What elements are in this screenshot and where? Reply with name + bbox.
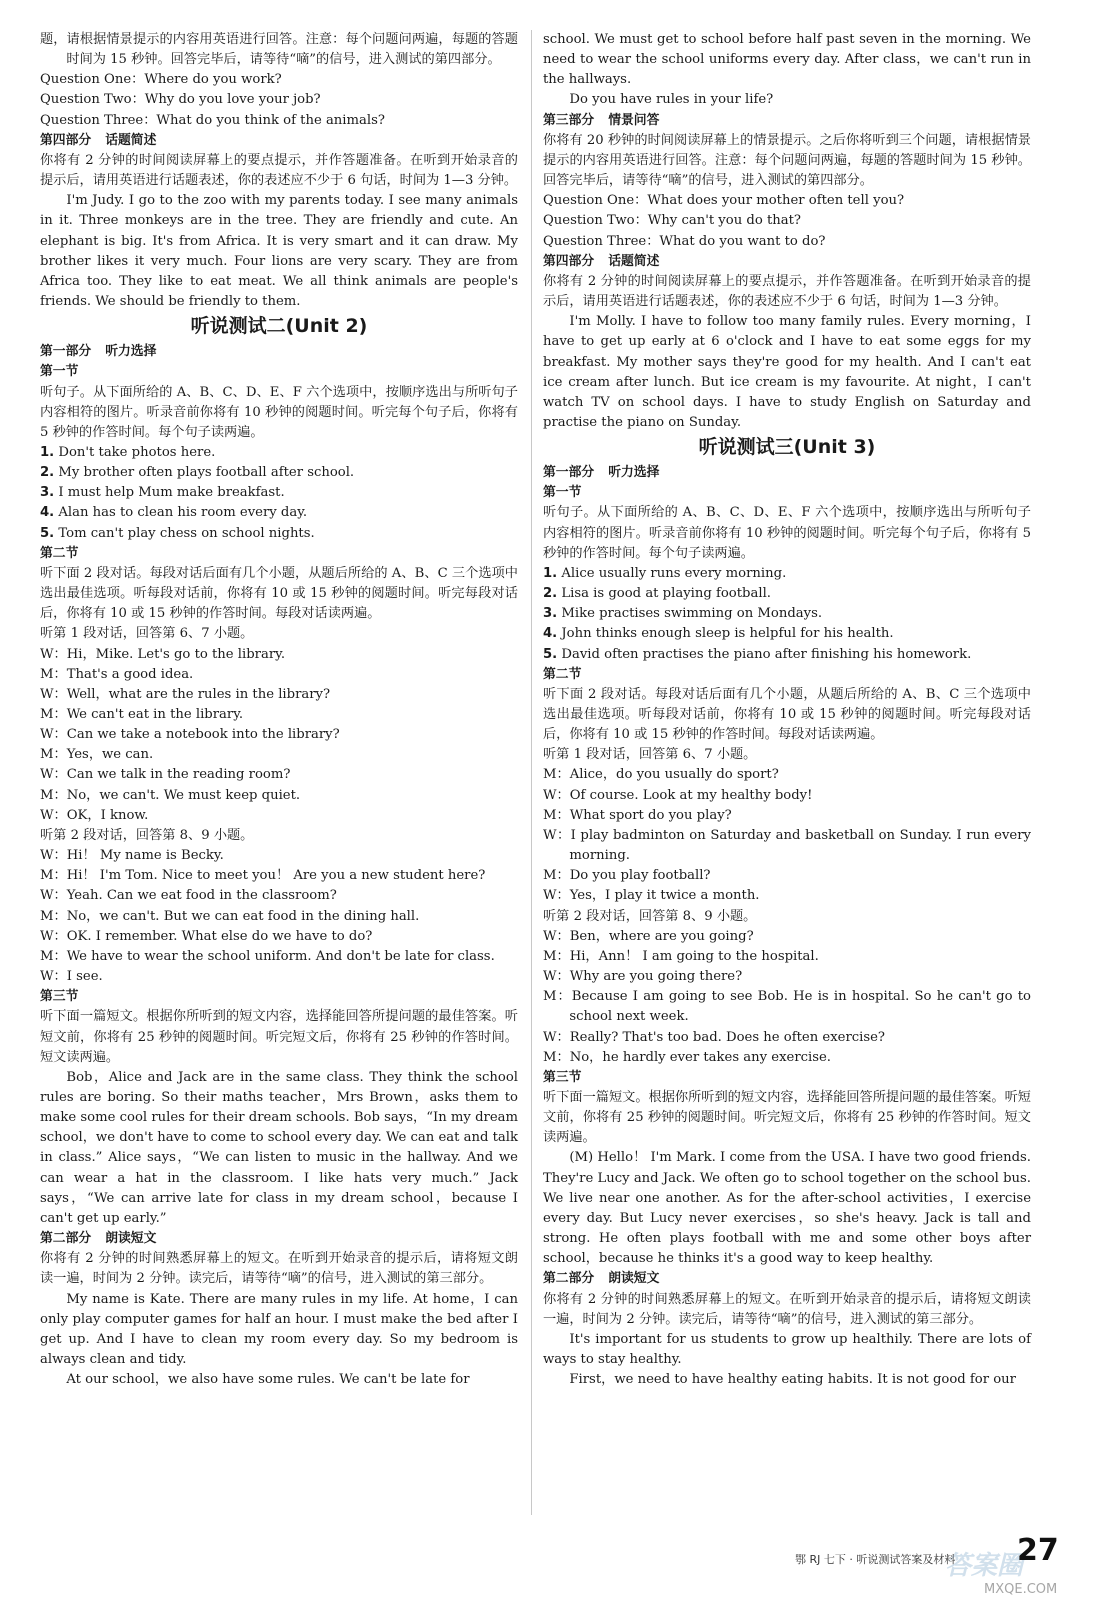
text-line: Question Two：Why can't you do that? [543,213,801,229]
item-text: Tom can't play chess on school nights. [58,525,315,541]
text-line: 题，请根据情景提示的内容用英语进行回答。注意：每个问题问两遍，每题的答题时间为 15 秒钟。回答完毕后，请等待“嘀”的信号，进入测试的第四部分。 [40,32,518,68]
numbered-sentence [543,645,1031,665]
item-text: I must help Mum make breakfast. [58,485,285,501]
text-line: Question Three：What do you want to do? [543,233,826,249]
section-heading [40,131,518,151]
text-line: W：Can we take a notebook into the library? [40,727,340,743]
test-title: 听说测试三(Unit 3) [698,436,876,459]
text-line: 你将有 2 分钟的时间熟悉屏幕上的短文。在听到开始录音的提示后，请将短文朗读一遍，时间为 2 分钟。读完后，请等待“嘀”的信号，进入测试的第三部分。 [40,1251,518,1287]
item-number: 4. [40,505,55,521]
subsection-label: 第一节 [40,364,79,380]
section-title: 听力选择 [105,344,157,360]
text-line: W：Really? That's too bad. Does he often exercise? [543,1029,885,1045]
text-line: M：We have to wear the school uniform. And don't be late for class. [40,948,495,964]
text-line: W：Hi！ My name is Becky. [40,848,224,864]
text-line: Question Two：Why do you love your job? [40,92,321,108]
text-line: M：Do you play football? [543,868,711,884]
footer-text: 鄂 RJ 七下 · 听说测试答案及材料 [795,1553,956,1566]
item-text: John thinks enough sleep is helpful for his health. [561,626,894,642]
section-number: 第一部分 [543,465,595,481]
right-column [543,30,1031,1560]
text-line: M：No，we can't. But we can eat food in the dining hall. [40,908,420,924]
text-line: W：Of course. Look at my healthy body! [543,787,813,803]
numbered-sentence [543,584,1031,604]
passage-paragraph: Bob，Alice and Jack are in the same class. They think the school rules are boring. So their maths teacher，Mrs Brown，asks them to make some cool rules for their dream schools. Bob says，“In my dream school，we don't have to come to school every day. We can eat and talk in class.” Alice says，“We can listen to music in the hallway. And we can wear a hat in the classroom. I like hats very much.” Jack says，“We can arrive late for class in my dream school，because I can't get up early.” [40,1069,518,1226]
text-line: 听第 2 段对话，回答第 8、9 小题。 [40,827,254,843]
left-column [40,30,518,1560]
section-heading [543,1269,1031,1289]
passage-paragraph: (M) Hello！ I'm Mark. I come from the USA. I have two good friends. They're Lucy and Jack. We often go to school together on the school bus. We live near one another. As for the after-school activities，I exercise every day. But Lucy never exercises，so she's heavy. Jack is tall and strong. He often plays football with me and some other boys after school，because he thinks it's a good way to keep healthy. [543,1150,1031,1267]
text-line: W：Yes，I play it twice a month. [543,888,760,904]
text-line: W：Well，what are the rules in the library? [40,686,331,702]
text-line: 听下面 2 段对话。每段对话后面有几个小题，从题后所给的 A、B、C 三个选项中选出最佳选项。听每段对话前，你将有 10 或 15 秒钟的阅题时间。听完每段对话后，你将有 10 或 15 秒钟的作答时间。每段对话读两遍。 [543,686,1031,743]
numbered-sentence [40,483,518,503]
page-number: 27 [1017,1533,1059,1568]
section-number: 第三部分 [543,112,595,128]
watermark-logo: 答案圈 [945,1551,1024,1581]
text-line: 听第 1 段对话，回答第 6、7 小题。 [543,747,757,763]
item-text: Don't take photos here. [58,444,216,460]
passage-paragraph: First，we need to have healthy eating habits. It is not good for our [569,1372,1016,1388]
subsection-label: 第二节 [40,545,79,561]
numbered-sentence [40,524,518,544]
text-line: W：Yeah. Can we eat food in the classroom? [40,888,337,904]
item-number: 5. [40,525,55,541]
subsection-label: 第三节 [543,1069,582,1085]
item-number: 3. [40,485,55,501]
text-line: Question Three：What do you think of the animals? [40,112,385,128]
numbered-sentence [543,624,1031,644]
text-line: M：Alice，do you usually do sport? [543,767,779,783]
item-number: 4. [543,626,558,642]
text-line: W：I play badminton on Saturday and basketball on Sunday. I run every morning. [543,827,1031,864]
subsection-label: 第一节 [543,485,582,501]
text-line: 你将有 2 分钟的时间阅读屏幕上的要点提示，并作答题准备。在听到开始录音的提示后，请用英语进行话题表述，你的表述应不少于 6 句话，时间为 1—3 分钟。 [543,273,1031,310]
watermark-domain: MXQE.COM [984,1582,1058,1597]
text-line: 你将有 2 分钟的时间熟悉屏幕上的短文。在听到开始录音的提示后，请将短文朗读一遍，时间为 2 分钟。读完后，请等待“嘀”的信号，进入测试的第三部分。 [543,1291,1031,1327]
item-text: My brother often plays football after school. [58,465,355,481]
subsection-label: 第二节 [543,666,582,682]
text-line: 你将有 20 秒钟的时间阅读屏幕上的情景提示。之后你将听到三个问题，请根据情景提示的内容用英语进行回答。注意：每个问题问两遍，每题的答题时间为 15 秒钟。回答完毕后，请等待“嘀”的信号，进入测试的第四部分。 [543,132,1031,189]
text-line: W：OK. I remember. What else do we have to do? [40,928,373,944]
text-line: W：I see. [40,969,103,985]
section-title: 话题简述 [608,253,660,269]
item-number: 2. [40,465,55,481]
section-heading [543,463,1031,483]
text-line: school. We must get to school before half past seven in the morning. We need to wear the school uniforms every day. After class，we can't run in the hallways. [543,32,1031,88]
section-number: 第二部分 [543,1271,595,1287]
text-line: Question One：What does your mother often tell you? [543,193,905,209]
text-line: Question One：Where do you work? [40,72,282,88]
passage-paragraph: It's important for us students to grow up healthily. There are lots of ways to stay healthy. [543,1331,1031,1367]
text-line: M：No，we can't. We must keep quiet. [40,787,301,803]
test-title: 听说测试二(Unit 2) [190,315,368,338]
item-number: 5. [543,646,558,662]
passage-paragraph: At our school，we also have some rules. We can't be late for [66,1372,470,1388]
text-line: 听第 2 段对话，回答第 8、9 小题。 [543,908,757,924]
section-title: 听力选择 [608,465,660,481]
column-divider [531,30,532,1515]
text-line: 你将有 2 分钟的时间阅读屏幕上的要点提示，并作答题准备。在听到开始录音的提示后，请用英语进行话题表述，你的表述应不少于 6 句话，时间为 1—3 分钟。 [40,152,518,189]
numbered-sentence [40,443,518,463]
text-line: 听句子。从下面所给的 A、B、C、D、E、F 六个选项中，按顺序选出与所听句子内容相符的图片。听录音前你将有 10 秒钟的阅题时间。听完每个句子后，你将有 5 秒钟的作答时间。每个句子读两遍。 [40,384,518,440]
text-line: 听下面一篇短文。根据你所听到的短文内容，选择能回答所提问题的最佳答案。听短文前，你将有 25 秒钟的阅题时间。听完短文后，你将有 25 秒钟的作答时间。短文读两遍。 [40,1009,518,1065]
text-line: W：Ben，where are you going? [543,928,754,944]
subsection-label: 第三节 [40,989,79,1005]
text-line: M：Yes，we can. [40,747,154,763]
section-heading [40,1229,518,1249]
item-number: 2. [543,586,558,602]
numbered-sentence [543,564,1031,584]
section-title: 朗读短文 [608,1271,660,1287]
item-text: Mike practises swimming on Mondays. [561,606,823,622]
text-line: M：Hi，Ann！ I am going to the hospital. [543,948,819,964]
item-number: 1. [543,565,558,581]
text-line: W：OK，I know. [40,807,149,823]
item-number: 3. [543,606,558,622]
item-text: David often practises the piano after finishing his homework. [561,646,972,662]
section-title: 情景问答 [608,112,660,128]
numbered-sentence [40,463,518,483]
text-line: M：We can't eat in the library. [40,707,244,722]
item-text: Alice usually runs every morning. [561,565,787,581]
text-line: 听下面 2 段对话。每段对话后面有几个小题，从题后所给的 A、B、C 三个选项中选出最佳选项。听每段对话前，你将有 10 或 15 秒钟的阅题时间。听完每段对话后，你将有 10 或 15 秒钟的作答时间。每段对话读两遍。 [40,565,518,622]
text-line: M：What sport do you play? [543,807,732,823]
section-number: 第二部分 [40,1231,92,1247]
item-number: 1. [40,444,55,460]
section-number: 第四部分 [543,253,595,269]
section-number: 第一部分 [40,344,92,360]
passage-paragraph: I'm Judy. I go to the zoo with my parents today. I see many animals in it. Three monkeys are in the tree. They are friendly and cute. An elephant is big. It's from Africa. It is very smart and it can draw. My brother likes it very much. Four lions are very scary. They are from Africa too. They like to eat meat. We all think animals are people's friends. We should be friendly to them. [40,193,518,310]
section-title: 话题简述 [105,132,157,148]
numbered-sentence [543,604,1031,624]
section-number: 第四部分 [40,132,92,148]
section-heading [40,342,518,362]
text-line: M：Hi！ I'm Tom. Nice to meet you！ Are you a new student here? [40,868,486,884]
numbered-sentence [40,503,518,523]
text-line: W：Why are you going there? [543,969,743,985]
page-footer [795,1533,1075,1581]
text-line: 听句子。从下面所给的 A、B、C、D、E、F 六个选项中，按顺序选出与所听句子内容相符的图片。听录音前你将有 10 秒钟的阅题时间。听完每个句子后，你将有 5 秒钟的作答时间。每个句子读两遍。 [543,505,1031,561]
passage-paragraph: I'm Molly. I have to follow too many family rules. Every morning，I have to get up early at 6 o'clock and I have to eat some eggs for my breakfast. My mother says they're good for my health. And I can't eat ice cream after lunch. But ice cream is my favourite. At night，I can't watch TV on school days. I have to study English on Saturday and practise the piano on Sunday. [543,314,1031,430]
text-line: M：That's a good idea. [40,666,194,682]
text-line: 听下面一篇短文。根据你所听到的短文内容，选择能回答所提问题的最佳答案。听短文前，你将有 25 秒钟的阅题时间。听完短文后，你将有 25 秒钟的作答时间。短文读两遍。 [543,1089,1031,1146]
passage-paragraph: Do you have rules in your life? [569,92,774,108]
section-heading [543,252,1031,272]
section-heading [543,111,1031,131]
text-line: 听第 1 段对话，回答第 6、7 小题。 [40,626,254,642]
text-line: M：Because I am going to see Bob. He is in hospital. So he can't go to school next week. [543,989,1031,1025]
text-line: W：Hi，Mike. Let's go to the library. [40,646,286,662]
item-text: Lisa is good at playing football. [561,586,771,602]
text-line: W：Can we talk in the reading room? [40,767,291,783]
section-title: 朗读短文 [105,1231,157,1247]
item-text: Alan has to clean his room every day. [58,505,308,521]
passage-paragraph: My name is Kate. There are many rules in my life. At home，I can only play computer games for half an hour. I must make the bed after I get up. And I have to clean my room every day. So my bedroom is always clean and tidy. [40,1291,518,1367]
text-line: M：No，he hardly ever takes any exercise. [543,1049,831,1065]
